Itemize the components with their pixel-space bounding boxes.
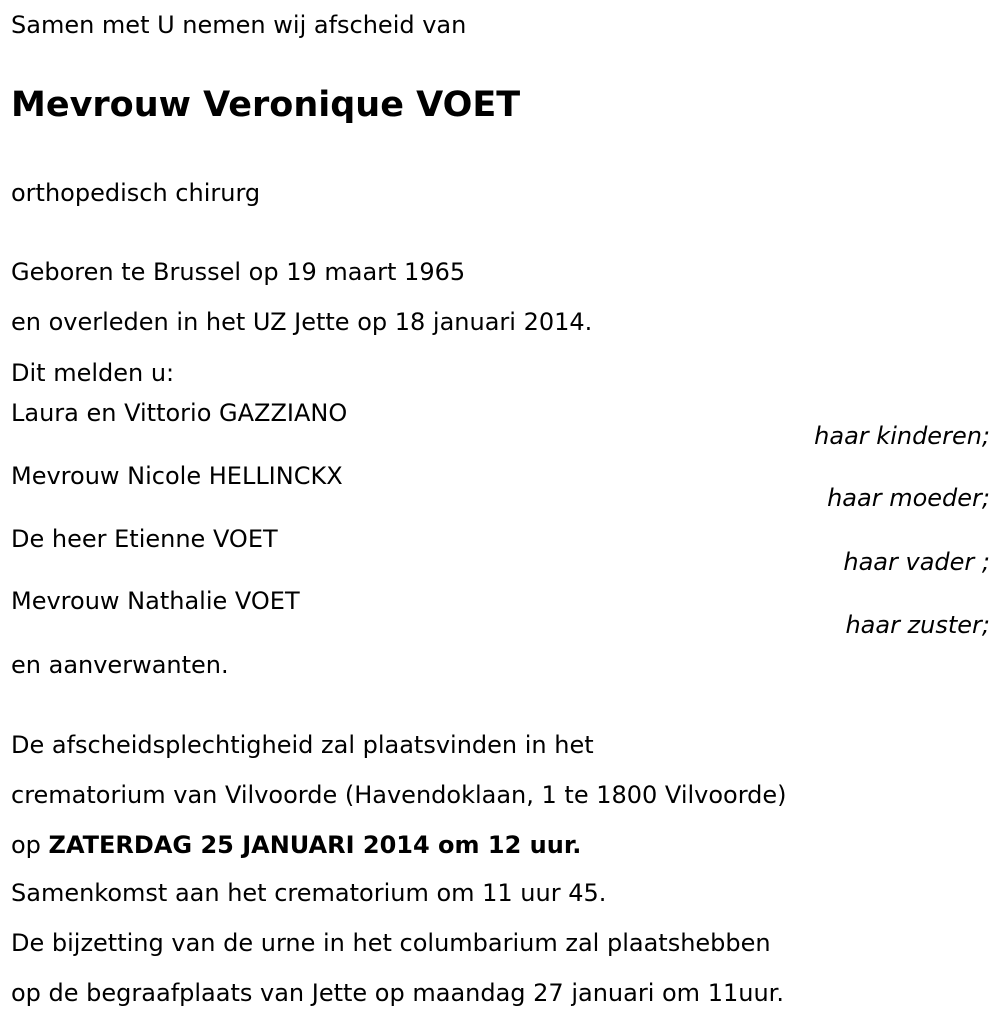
ceremony-line: De afscheidsplechtigheid zal plaatsvinden in het (11, 731, 594, 759)
gathering-line: Samenkomst aan het crematorium om 11 uur 45. (11, 879, 607, 907)
family-relation: haar moeder; (827, 484, 990, 512)
ceremony-date: ZATERDAG 25 JANUARI 2014 om 12 uur. (48, 831, 582, 859)
family-relation: haar zuster; (845, 611, 990, 639)
relatives-line: en aanverwanten. (11, 651, 229, 679)
family-name: Mevrouw Nathalie VOET (11, 587, 300, 615)
family-name: Laura en Vittorio GAZZIANO (11, 399, 348, 427)
ceremony-date-line (11, 830, 581, 860)
family-relation: haar vader ; (843, 548, 990, 576)
deceased-name: Mevrouw Veronique VOET (11, 85, 521, 125)
family-name: Mevrouw Nicole HELLINCKX (11, 462, 343, 490)
ceremony-location: crematorium van Vilvoorde (Havendoklaan, 1 te 1800 Vilvoorde) (11, 781, 787, 809)
announce-line: Dit melden u: (11, 359, 175, 387)
urn-location-line: op de begraafplaats van Jette op maandag 27 januari om 11uur. (11, 979, 784, 1007)
profession: orthopedisch chirurg (11, 179, 261, 207)
family-relation: haar kinderen; (814, 422, 990, 450)
birth-line: Geboren te Brussel op 19 maart 1965 (11, 258, 466, 286)
family-name: De heer Etienne VOET (11, 525, 278, 553)
death-line: en overleden in het UZ Jette op 18 januari 2014. (11, 308, 593, 336)
date-prefix: op (11, 831, 49, 859)
urn-line: De bijzetting van de urne in het columbarium zal plaatshebben (11, 929, 771, 957)
intro-text: Samen met U nemen wij afscheid van (11, 11, 467, 39)
